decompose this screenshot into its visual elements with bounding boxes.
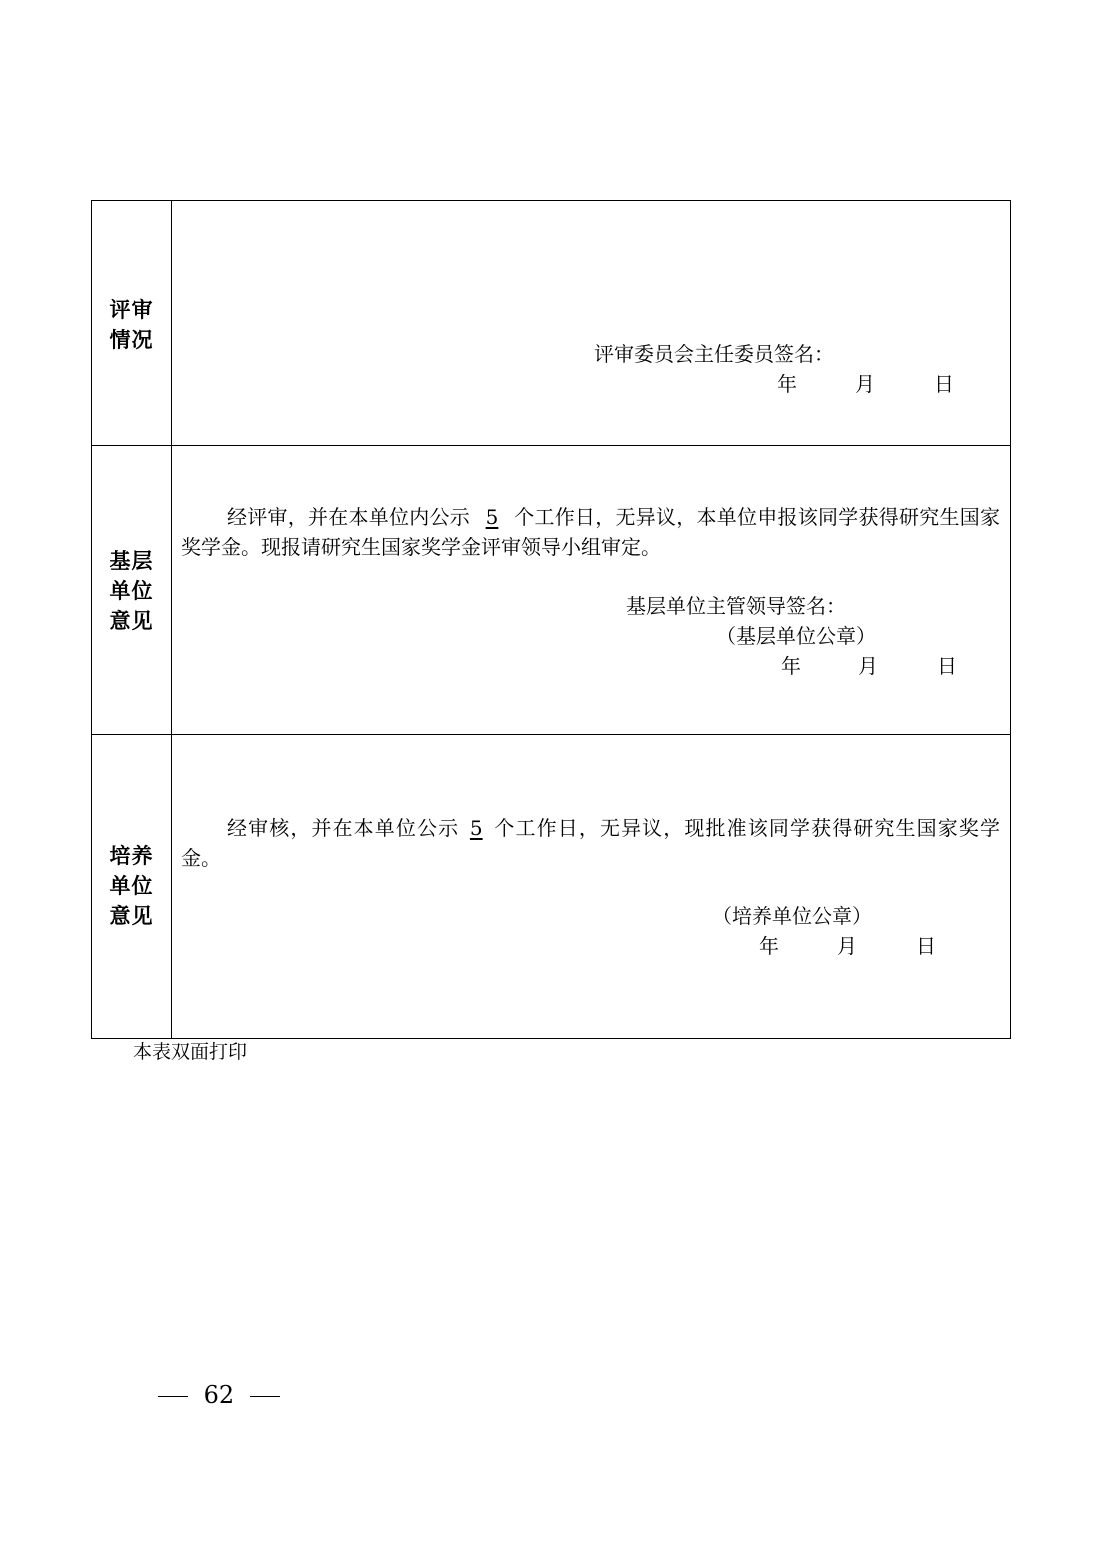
review-date-year: 年: [777, 372, 797, 396]
training-label-cell: [92, 735, 172, 1039]
unit-date-year: 年: [781, 654, 801, 678]
unit-label-line3: 意见: [109, 609, 154, 633]
review-label: [92, 295, 171, 355]
unit-signature-label: 基层单位主管领导签名：: [626, 594, 846, 618]
page-dash-right: [250, 1396, 280, 1397]
training-label: [92, 841, 171, 931]
unit-label-cell: [92, 446, 172, 735]
review-date-day: 日: [934, 372, 954, 396]
print-footnote: 本表双面打印: [133, 1041, 248, 1063]
training-date-year: 年: [759, 934, 779, 958]
page-number: 62: [203, 1381, 235, 1409]
training-statement-before: 经审核，并在本单位公示: [227, 816, 460, 840]
training-label-line3: 意见: [109, 904, 154, 928]
training-date-day: 日: [916, 934, 936, 958]
unit-label-line1: 基层: [109, 549, 154, 573]
training-date-month: 月: [837, 934, 857, 958]
page-number-block: [158, 1378, 280, 1412]
unit-statement-after: 个工作日，无异议，本单位申报该同学获得研究生国家奖学金。现报请研究生国家奖学金评审领导小组审定。: [181, 505, 1000, 559]
unit-seal-label: （基层单位公章）: [716, 624, 876, 648]
unit-statement-before: 经评审，并在本单位内公示: [227, 505, 470, 529]
approval-form-table: [91, 200, 1011, 1039]
unit-date-month: 月: [858, 654, 878, 678]
review-label-cell: [92, 201, 172, 446]
review-content-cell: [172, 201, 1011, 446]
review-label-line2: 情况: [109, 328, 154, 352]
training-seal-label: （培养单位公章）: [712, 904, 872, 928]
training-label-line1: 培养: [109, 844, 154, 868]
training-statement-after: 个工作日，无异议，现批准该同学获得研究生国家奖学金。: [181, 816, 1001, 870]
review-signature-label: 评审委员会主任委员签名：: [594, 342, 834, 366]
review-label-line1: 评审: [109, 298, 154, 322]
review-date-month: 月: [855, 372, 875, 396]
training-days-value: 5: [469, 816, 483, 840]
unit-row: [92, 446, 1011, 735]
unit-statement: [181, 502, 1000, 562]
unit-date-day: 日: [937, 654, 957, 678]
training-label-line2: 单位: [109, 874, 154, 898]
review-row: [92, 201, 1011, 446]
training-row: [92, 735, 1011, 1039]
unit-content-cell: [172, 446, 1011, 735]
unit-days-value: 5: [485, 505, 499, 529]
unit-label: [92, 546, 171, 636]
training-statement: [181, 813, 1000, 873]
unit-label-line2: 单位: [109, 579, 154, 603]
page-dash-left: [158, 1396, 188, 1397]
training-content-cell: [172, 735, 1011, 1039]
